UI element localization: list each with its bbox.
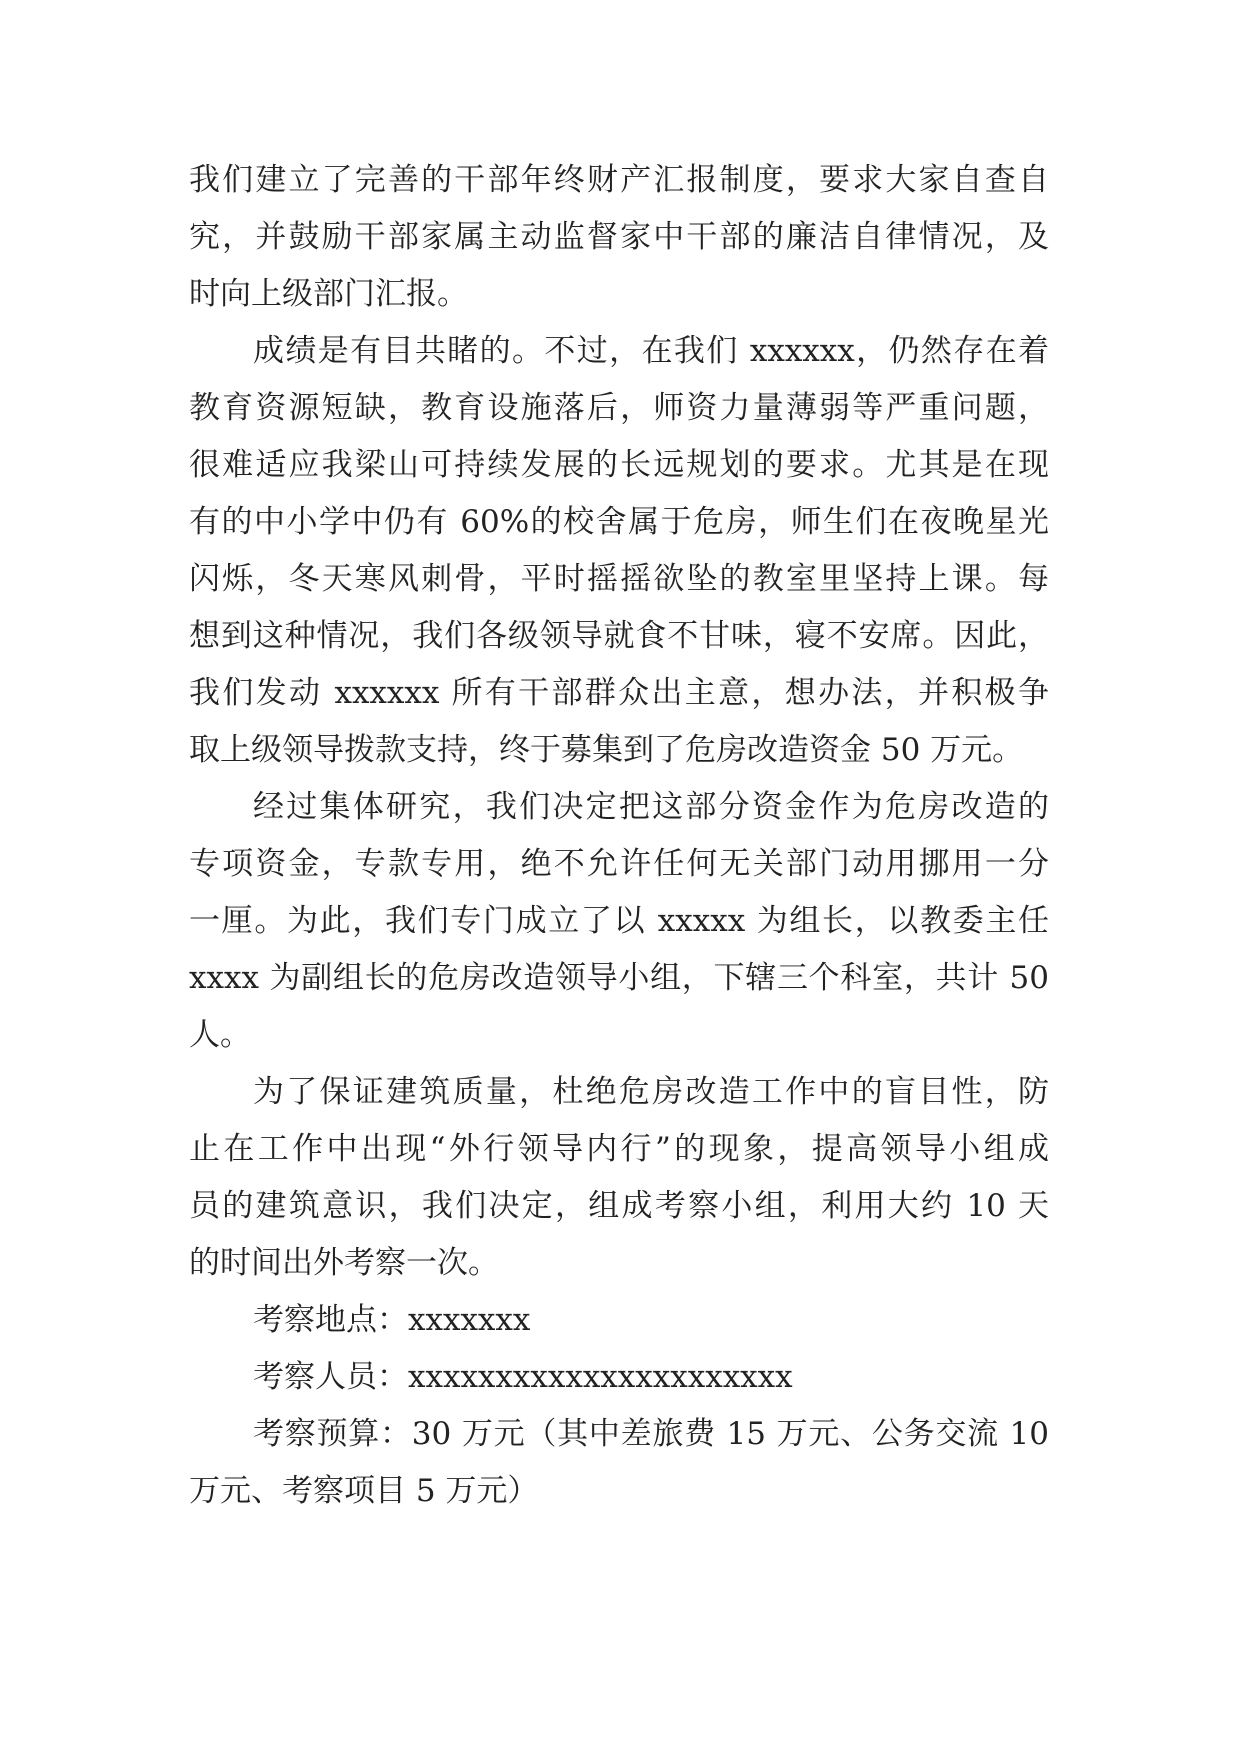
text-line: 闪烁，冬天寒风刺骨，平时摇摇欲坠的教室里坚持上课。每 <box>189 561 1049 597</box>
text-line: 究，并鼓励干部家属主动监督家中干部的廉洁自律情况，及 <box>189 219 1049 255</box>
paragraph <box>189 152 1049 323</box>
text-line: 考察地点：xxxxxxx <box>253 1302 531 1338</box>
document-body <box>189 152 1049 1520</box>
paragraph <box>189 1064 1049 1292</box>
text-line: 止在工作中出现“外行领导内行”的现象，提高领导小组成 <box>189 1131 1049 1167</box>
text-line: 专项资金，专款专用，绝不允许任何无关部门动用挪用一分 <box>189 846 1049 882</box>
text-line: 员的建筑意识，我们决定，组成考察小组，利用大约 10 天 <box>189 1188 1049 1224</box>
paragraph <box>189 779 1049 1064</box>
text-line: 时向上级部门汇报。 <box>189 276 468 312</box>
paragraph <box>189 323 1049 779</box>
text-line: 很难适应我梁山可持续发展的长远规划的要求。尤其是在现 <box>189 447 1049 483</box>
paragraph <box>189 1292 1049 1349</box>
text-line: 人。 <box>189 1017 251 1053</box>
text-line: 考察预算：30 万元（其中差旅费 15 万元、公务交流 10 <box>253 1416 1049 1452</box>
text-line: 我们发动 xxxxxx 所有干部群众出主意，想办法，并积极争 <box>189 675 1049 711</box>
text-line: 想到这种情况，我们各级领导就食不甘味，寝不安席。因此， <box>189 618 1049 654</box>
text-line: 有的中小学中仍有 60%的校舍属于危房，师生们在夜晚星光 <box>189 504 1049 540</box>
paragraph <box>189 1406 1049 1520</box>
text-line: 万元、考察项目 5 万元） <box>189 1473 539 1509</box>
text-line: xxxx 为副组长的危房改造领导小组，下辖三个科室，共计 50 <box>189 960 1049 996</box>
paragraph <box>189 1349 1049 1406</box>
text-line: 为了保证建筑质量，杜绝危房改造工作中的盲目性，防 <box>253 1074 1049 1110</box>
text-line: 成绩是有目共睹的。不过，在我们 xxxxxx，仍然存在着 <box>253 333 1049 369</box>
text-line: 取上级领导拨款支持，终于募集到了危房改造资金 50 万元。 <box>189 732 1024 768</box>
text-line: 经过集体研究，我们决定把这部分资金作为危房改造的 <box>253 789 1049 825</box>
text-line: 的时间出外考察一次。 <box>189 1245 499 1281</box>
text-line: 教育资源短缺，教育设施落后，师资力量薄弱等严重问题， <box>189 390 1049 426</box>
text-line: 考察人员：xxxxxxxxxxxxxxxxxxxxxx <box>253 1359 793 1395</box>
text-line: 我们建立了完善的干部年终财产汇报制度，要求大家自查自 <box>189 162 1049 198</box>
text-line: 一厘。为此，我们专门成立了以 xxxxx 为组长，以教委主任 <box>189 903 1049 939</box>
